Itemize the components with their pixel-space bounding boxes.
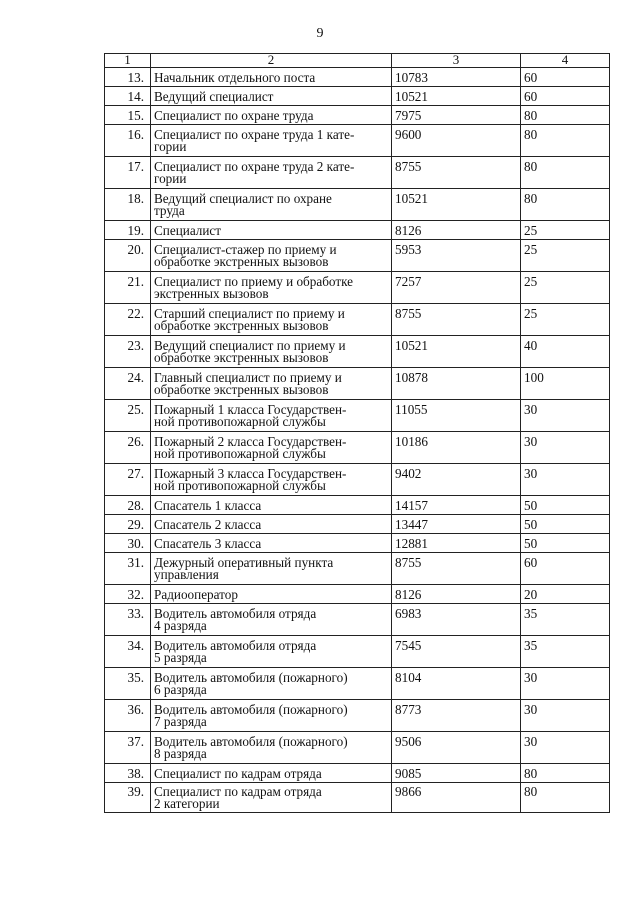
- position-name: Водитель автомобиля (пожарного) 8 разряда: [151, 732, 392, 764]
- salary-value: 8755: [392, 304, 521, 336]
- table-row: [105, 125, 610, 157]
- header-cell: 4: [521, 54, 610, 68]
- table-row: [105, 668, 610, 700]
- row-number: 31.: [105, 553, 151, 585]
- position-name: Ведущий специалист: [151, 87, 392, 106]
- row-number: 38.: [105, 764, 151, 783]
- table-row: [105, 221, 610, 240]
- salary-value: 8755: [392, 157, 521, 189]
- salary-value: 9402: [392, 464, 521, 496]
- table-row: [105, 700, 610, 732]
- percent-value: 40: [521, 336, 610, 368]
- salary-value: 10521: [392, 189, 521, 221]
- percent-value: 25: [521, 304, 610, 336]
- header-cell: 3: [392, 54, 521, 68]
- table-row: [105, 515, 610, 534]
- header-cell: 2: [151, 54, 392, 68]
- salary-value: 12881: [392, 534, 521, 553]
- position-name: Специалист по охране труда 2 кате- гории: [151, 157, 392, 189]
- percent-value: 25: [521, 240, 610, 272]
- table-row: [105, 585, 610, 604]
- salary-value: 7975: [392, 106, 521, 125]
- row-number: 24.: [105, 368, 151, 400]
- row-number: 27.: [105, 464, 151, 496]
- percent-value: 30: [521, 732, 610, 764]
- row-number: 33.: [105, 604, 151, 636]
- table-row: [105, 764, 610, 783]
- position-name: Специалист по кадрам отряда: [151, 764, 392, 783]
- row-number: 35.: [105, 668, 151, 700]
- salary-value: 10521: [392, 336, 521, 368]
- page-number: 9: [316, 26, 324, 41]
- row-number: 39.: [105, 783, 151, 813]
- table-row: [105, 189, 610, 221]
- table-row: [105, 432, 610, 464]
- table-row: [105, 783, 610, 813]
- salary-value: 8773: [392, 700, 521, 732]
- percent-value: 30: [521, 464, 610, 496]
- percent-value: 80: [521, 783, 610, 813]
- table-header-row: [105, 54, 610, 68]
- percent-value: 30: [521, 668, 610, 700]
- row-number: 16.: [105, 125, 151, 157]
- position-name: Специалист по приему и обработке экстренных вызовов: [151, 272, 392, 304]
- percent-value: 35: [521, 604, 610, 636]
- position-name: Спасатель 3 класса: [151, 534, 392, 553]
- position-name: Ведущий специалист по приему и обработке экстренных вызовов: [151, 336, 392, 368]
- table-row: [105, 604, 610, 636]
- percent-value: 50: [521, 496, 610, 515]
- percent-value: 50: [521, 534, 610, 553]
- row-number: 34.: [105, 636, 151, 668]
- row-number: 21.: [105, 272, 151, 304]
- salary-value: 8126: [392, 585, 521, 604]
- position-name: Спасатель 1 класса: [151, 496, 392, 515]
- table-row: [105, 336, 610, 368]
- salary-value: 9506: [392, 732, 521, 764]
- row-number: 30.: [105, 534, 151, 553]
- position-name: Пожарный 3 класса Государствен- ной противопожарной службы: [151, 464, 392, 496]
- table-row: [105, 732, 610, 764]
- staff-salary-table: [104, 53, 610, 813]
- salary-value: 6983: [392, 604, 521, 636]
- salary-value: 10783: [392, 68, 521, 87]
- percent-value: 80: [521, 106, 610, 125]
- position-name: Водитель автомобиля отряда 4 разряда: [151, 604, 392, 636]
- position-name: Начальник отдельного поста: [151, 68, 392, 87]
- row-number: 25.: [105, 400, 151, 432]
- salary-value: 7545: [392, 636, 521, 668]
- position-name: Пожарный 1 класса Государствен- ной противопожарной службы: [151, 400, 392, 432]
- salary-value: 7257: [392, 272, 521, 304]
- salary-value: 8755: [392, 553, 521, 585]
- row-number: 22.: [105, 304, 151, 336]
- table-row: [105, 87, 610, 106]
- salary-value: 5953: [392, 240, 521, 272]
- percent-value: 60: [521, 87, 610, 106]
- row-number: 14.: [105, 87, 151, 106]
- table-row: [105, 68, 610, 87]
- percent-value: 30: [521, 432, 610, 464]
- percent-value: 60: [521, 553, 610, 585]
- salary-value: 13447: [392, 515, 521, 534]
- percent-value: 80: [521, 157, 610, 189]
- position-name: Пожарный 2 класса Государствен- ной противопожарной службы: [151, 432, 392, 464]
- row-number: 23.: [105, 336, 151, 368]
- salary-value: 8126: [392, 221, 521, 240]
- table-row: [105, 106, 610, 125]
- table-row: [105, 534, 610, 553]
- row-number: 32.: [105, 585, 151, 604]
- salary-value: 14157: [392, 496, 521, 515]
- position-name: Водитель автомобиля (пожарного) 6 разряда: [151, 668, 392, 700]
- table-row: [105, 272, 610, 304]
- row-number: 36.: [105, 700, 151, 732]
- position-name: Спасатель 2 класса: [151, 515, 392, 534]
- position-name: Главный специалист по приему и обработке экстренных вызовов: [151, 368, 392, 400]
- percent-value: 20: [521, 585, 610, 604]
- row-number: 17.: [105, 157, 151, 189]
- percent-value: 30: [521, 400, 610, 432]
- row-number: 26.: [105, 432, 151, 464]
- header-cell: 1: [105, 54, 151, 68]
- table-row: [105, 553, 610, 585]
- row-number: 15.: [105, 106, 151, 125]
- position-name: Старший специалист по приему и обработке экстренных вызовов: [151, 304, 392, 336]
- table-row: [105, 400, 610, 432]
- position-name: Дежурный оперативный пункта управления: [151, 553, 392, 585]
- salary-value: 9600: [392, 125, 521, 157]
- salary-value: 11055: [392, 400, 521, 432]
- position-name: Специалист по кадрам отряда 2 категории: [151, 783, 392, 813]
- row-number: 37.: [105, 732, 151, 764]
- position-name: Водитель автомобиля отряда 5 разряда: [151, 636, 392, 668]
- position-name: Радиооператор: [151, 585, 392, 604]
- table-row: [105, 496, 610, 515]
- percent-value: 50: [521, 515, 610, 534]
- position-name: Ведущий специалист по охране труда: [151, 189, 392, 221]
- row-number: 29.: [105, 515, 151, 534]
- row-number: 20.: [105, 240, 151, 272]
- position-name: Специалист по охране труда 1 кате- гории: [151, 125, 392, 157]
- salary-value: 10521: [392, 87, 521, 106]
- percent-value: 80: [521, 189, 610, 221]
- position-name: Специалист по охране труда: [151, 106, 392, 125]
- table-row: [105, 157, 610, 189]
- percent-value: 100: [521, 368, 610, 400]
- salary-value: 9866: [392, 783, 521, 813]
- row-number: 28.: [105, 496, 151, 515]
- percent-value: 30: [521, 700, 610, 732]
- row-number: 19.: [105, 221, 151, 240]
- table-row: [105, 240, 610, 272]
- row-number: 18.: [105, 189, 151, 221]
- percent-value: 80: [521, 764, 610, 783]
- salary-value: 10186: [392, 432, 521, 464]
- position-name: Специалист-стажер по приему и обработке экстренных вызовов: [151, 240, 392, 272]
- table-row: [105, 304, 610, 336]
- table-row: [105, 636, 610, 668]
- table-row: [105, 464, 610, 496]
- salary-value: 9085: [392, 764, 521, 783]
- row-number: 13.: [105, 68, 151, 87]
- percent-value: 60: [521, 68, 610, 87]
- position-name: Водитель автомобиля (пожарного) 7 разряда: [151, 700, 392, 732]
- percent-value: 25: [521, 272, 610, 304]
- percent-value: 25: [521, 221, 610, 240]
- percent-value: 35: [521, 636, 610, 668]
- position-name: Специалист: [151, 221, 392, 240]
- salary-value: 8104: [392, 668, 521, 700]
- table-row: [105, 368, 610, 400]
- salary-value: 10878: [392, 368, 521, 400]
- percent-value: 80: [521, 125, 610, 157]
